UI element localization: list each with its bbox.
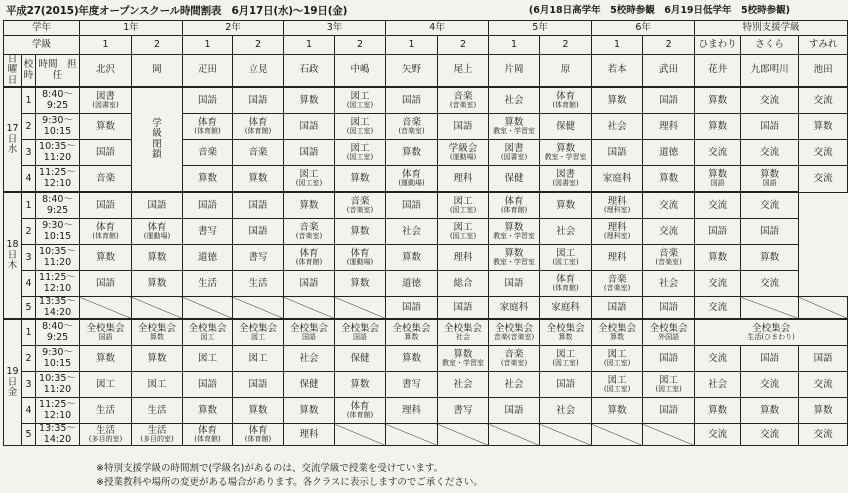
lesson-cell bbox=[741, 297, 799, 320]
lesson-cell: 交流 bbox=[741, 372, 799, 398]
header-grade: 4年 bbox=[386, 21, 489, 36]
lesson-cell bbox=[335, 297, 386, 320]
lesson-cell bbox=[233, 297, 284, 320]
lesson-cell: 理科 bbox=[438, 245, 489, 271]
lesson-cell: 国語 bbox=[233, 372, 284, 398]
lesson-cell: 国語 bbox=[438, 114, 489, 140]
lesson-cell: 算数 教室・学習室 bbox=[540, 140, 592, 166]
lesson-cell: 国語 bbox=[643, 87, 695, 114]
assembly-cell: 全校集会 国語 bbox=[284, 319, 335, 346]
lesson-cell: 国語 bbox=[438, 297, 489, 320]
lesson-cell: 国語 bbox=[643, 346, 695, 372]
header-teacher: 九郎明川 bbox=[741, 55, 799, 88]
timetable-row bbox=[4, 297, 848, 320]
lesson-cell: 図工 (図工室) bbox=[643, 372, 695, 398]
lesson-cell: 国語 bbox=[643, 297, 695, 320]
lesson-cell bbox=[183, 297, 233, 320]
header-time-label: 時間 担任 bbox=[36, 55, 80, 88]
lesson-cell: 国語 bbox=[233, 219, 284, 245]
lesson-cell: 交流 bbox=[695, 346, 741, 372]
header-class-label: 学級 bbox=[4, 36, 80, 55]
lesson-cell: 体育 (体育館) bbox=[233, 424, 284, 446]
lesson-cell: 図工 (図工室) bbox=[438, 219, 489, 245]
lesson-cell: 算数 教室・学習室 bbox=[489, 219, 540, 245]
lesson-cell: 道徳 bbox=[643, 140, 695, 166]
lesson-cell: 体育 (体育館) bbox=[80, 219, 132, 245]
lesson-cell: 国語 bbox=[741, 219, 799, 245]
lesson-cell: 国語 bbox=[183, 87, 233, 114]
timetable-row bbox=[4, 140, 848, 166]
header-teacher: 池田 bbox=[799, 55, 848, 88]
lesson-cell: 国語 bbox=[386, 192, 438, 219]
timetable-row bbox=[4, 114, 848, 140]
header-special-support: 特別支援学級 bbox=[695, 21, 848, 36]
lesson-cell: 体育 (運動場) bbox=[132, 219, 183, 245]
lesson-cell: 国語 bbox=[540, 372, 592, 398]
title-row bbox=[6, 3, 796, 19]
period-number: 2 bbox=[22, 219, 36, 245]
lesson-cell: 国語 bbox=[643, 398, 695, 424]
period-number: 5 bbox=[22, 424, 36, 446]
header-class-number: 1 bbox=[183, 36, 233, 55]
day-label: 18日木 bbox=[4, 192, 22, 319]
lesson-cell: 道徳 bbox=[183, 245, 233, 271]
lesson-cell: 国語 bbox=[183, 192, 233, 219]
lesson-cell: 音楽 bbox=[183, 140, 233, 166]
header-grade: 2年 bbox=[183, 21, 284, 36]
header-grade: 3年 bbox=[284, 21, 386, 36]
period-time: 10:35～ 11:20 bbox=[36, 245, 80, 271]
lesson-cell bbox=[489, 424, 540, 446]
lesson-cell: 交流 bbox=[741, 87, 799, 114]
header-special-class: すみれ bbox=[799, 36, 848, 55]
period-number: 3 bbox=[22, 140, 36, 166]
timetable-row bbox=[4, 166, 848, 193]
header-teacher: 中嶋 bbox=[335, 55, 386, 88]
header-grade: 5年 bbox=[489, 21, 592, 36]
lesson-cell: 国語 bbox=[80, 192, 132, 219]
lesson-cell bbox=[284, 297, 335, 320]
lesson-cell: 家庭科 bbox=[592, 166, 643, 193]
footer-note-2: ※授業教科や場所の変更がある場合があります。各クラスに表示しますのでご承ください。 bbox=[96, 477, 483, 488]
lesson-cell: 算数 bbox=[695, 398, 741, 424]
footer-note-1: ※特別支援学級の時間割で(学級名)があるのは、交流学級で授業を受けています。 bbox=[96, 463, 444, 474]
period-time: 13:35～ 14:20 bbox=[36, 297, 80, 320]
lesson-cell: 図工 bbox=[183, 346, 233, 372]
header-teacher: 石政 bbox=[284, 55, 335, 88]
header-special-class: さくら bbox=[741, 36, 799, 55]
lesson-cell: 体育 (運動場) bbox=[335, 245, 386, 271]
lesson-cell: 生活 (多目的室) bbox=[132, 424, 183, 446]
lesson-cell: 図工 (図工室) bbox=[335, 87, 386, 114]
assembly-cell: 全校集会 算数 bbox=[386, 319, 438, 346]
lesson-cell: 体育 (体育館) bbox=[183, 424, 233, 446]
timetable bbox=[3, 20, 848, 446]
header-class-number: 2 bbox=[540, 36, 592, 55]
period-time: 8:40～ 9:25 bbox=[36, 319, 80, 346]
lesson-cell bbox=[386, 424, 438, 446]
period-time: 9:30～ 10:15 bbox=[36, 114, 80, 140]
header-teacher: 北沢 bbox=[80, 55, 132, 88]
lesson-cell: 生活 bbox=[80, 398, 132, 424]
lesson-cell: 保健 bbox=[489, 166, 540, 193]
header-teacher: 片岡 bbox=[489, 55, 540, 88]
lesson-cell: 算数 bbox=[284, 398, 335, 424]
lesson-cell bbox=[438, 424, 489, 446]
header-class-number: 1 bbox=[592, 36, 643, 55]
assembly-cell: 全校集会 算数 bbox=[132, 319, 183, 346]
header-class-number: 2 bbox=[335, 36, 386, 55]
lesson-cell: 社会 bbox=[540, 398, 592, 424]
period-time: 11:25～ 12:10 bbox=[36, 398, 80, 424]
timetable-row bbox=[4, 346, 848, 372]
lesson-cell: 社会 bbox=[695, 372, 741, 398]
lesson-cell: 算数 bbox=[335, 219, 386, 245]
period-number: 5 bbox=[22, 297, 36, 320]
lesson-cell: 国語 bbox=[80, 140, 132, 166]
lesson-cell: 国語 bbox=[489, 271, 540, 297]
lesson-cell: 図工 bbox=[233, 346, 284, 372]
lesson-cell: 図工 bbox=[132, 372, 183, 398]
lesson-cell: 算数 国語 bbox=[741, 166, 799, 193]
header-class-number: 1 bbox=[386, 36, 438, 55]
period-number: 4 bbox=[22, 271, 36, 297]
timetable-row bbox=[4, 87, 848, 114]
lesson-cell: 体育 (体育館) bbox=[335, 398, 386, 424]
lesson-cell: 図工 (図工室) bbox=[284, 166, 335, 193]
lesson-cell: 音楽 bbox=[233, 140, 284, 166]
header-class-number: 1 bbox=[284, 36, 335, 55]
lesson-cell: 国語 bbox=[233, 87, 284, 114]
observation-notice: (6月18日高学年 5校時参観 6月19日低学年 5校時参観) bbox=[528, 5, 790, 16]
lesson-cell: 算数 bbox=[592, 87, 643, 114]
lesson-cell: 生活 bbox=[132, 398, 183, 424]
lesson-cell: 算数 bbox=[132, 271, 183, 297]
lesson-cell: 算数 bbox=[741, 398, 799, 424]
lesson-cell: 図書 (図書室) bbox=[80, 87, 132, 114]
lesson-cell bbox=[335, 424, 386, 446]
lesson-cell: 図工 (図工室) bbox=[592, 372, 643, 398]
lesson-cell: 算数 bbox=[540, 192, 592, 219]
lesson-cell: 理科 bbox=[592, 245, 643, 271]
period-time: 11:25～ 12:10 bbox=[36, 271, 80, 297]
lesson-cell: 音楽 (音楽室) bbox=[335, 192, 386, 219]
lesson-cell: 学級会 (運動場) bbox=[438, 140, 489, 166]
header-class-number: 2 bbox=[233, 36, 284, 55]
lesson-cell: 生活 bbox=[233, 271, 284, 297]
lesson-cell: 理科 bbox=[284, 424, 335, 446]
timetable-row bbox=[4, 245, 848, 271]
period-time: 13:35～ 14:20 bbox=[36, 424, 80, 446]
lesson-cell: 体育 (運動場) bbox=[386, 166, 438, 193]
period-time: 9:30～ 10:15 bbox=[36, 346, 80, 372]
lesson-cell: 図工 (図工室) bbox=[438, 192, 489, 219]
lesson-cell: 国語 bbox=[80, 271, 132, 297]
class-closed-notice: 学 級 閉 鎖 bbox=[132, 87, 183, 192]
header-period-label: 校時 bbox=[22, 55, 36, 88]
assembly-cell: 全校集会 外国語 bbox=[643, 319, 695, 346]
lesson-cell bbox=[540, 424, 592, 446]
timetable-row bbox=[4, 398, 848, 424]
lesson-cell: 社会 bbox=[438, 372, 489, 398]
assembly-cell: 全校集会 算数 bbox=[592, 319, 643, 346]
lesson-cell: 算数 bbox=[80, 245, 132, 271]
assembly-cell: 全校集会 図工 bbox=[183, 319, 233, 346]
timetable-row bbox=[4, 424, 848, 446]
header-class-number: 2 bbox=[643, 36, 695, 55]
lesson-cell: 算数 教室・学習室 bbox=[489, 245, 540, 271]
header-teacher: 尾上 bbox=[438, 55, 489, 88]
assembly-cell: 全校集会 図工 bbox=[233, 319, 284, 346]
assembly-cell: 全校集会 国語 bbox=[80, 319, 132, 346]
period-time: 9:30～ 10:15 bbox=[36, 219, 80, 245]
lesson-cell: 国語 bbox=[741, 114, 799, 140]
assembly-special-cell: 全校集会 生活(ひまわり) bbox=[695, 319, 848, 346]
lesson-cell: 体育 (体育館) bbox=[284, 245, 335, 271]
lesson-cell: 国語 bbox=[233, 192, 284, 219]
lesson-cell: 算数 bbox=[284, 192, 335, 219]
header-class-number: 2 bbox=[438, 36, 489, 55]
lesson-cell: 国語 bbox=[489, 398, 540, 424]
lesson-cell: 書写 bbox=[183, 219, 233, 245]
lesson-cell: 算数 bbox=[183, 166, 233, 193]
header-teacher: 疋田 bbox=[183, 55, 233, 88]
assembly-cell: 全校集会 国語 bbox=[335, 319, 386, 346]
lesson-cell: 書写 bbox=[438, 398, 489, 424]
assembly-cell: 全校集会 算数 bbox=[540, 319, 592, 346]
timetable-row bbox=[4, 319, 848, 346]
lesson-cell: 交流 bbox=[741, 424, 799, 446]
lesson-cell: 算数 教室・学習室 bbox=[489, 114, 540, 140]
header-grade-row bbox=[4, 21, 848, 36]
timetable-row bbox=[4, 271, 848, 297]
header-class-number: 2 bbox=[132, 36, 183, 55]
lesson-cell: 算数 bbox=[695, 114, 741, 140]
lesson-cell: 算数 bbox=[741, 245, 799, 271]
lesson-cell: 算数 bbox=[80, 114, 132, 140]
day-label: 17日水 bbox=[4, 87, 22, 192]
lesson-cell: 体育 (体育館) bbox=[540, 87, 592, 114]
lesson-cell: 算数 bbox=[386, 140, 438, 166]
lesson-cell bbox=[592, 424, 643, 446]
lesson-cell: 交流 bbox=[741, 140, 799, 166]
lesson-cell: 交流 bbox=[741, 271, 799, 297]
header-grade: 6年 bbox=[592, 21, 695, 36]
period-time: 10:35～ 11:20 bbox=[36, 372, 80, 398]
lesson-cell: 理科 bbox=[438, 166, 489, 193]
lesson-cell: 体育 (体育館) bbox=[489, 192, 540, 219]
header-teacher: 原 bbox=[540, 55, 592, 88]
lesson-cell: 理科 (理科室) bbox=[592, 219, 643, 245]
period-time: 8:40～ 9:25 bbox=[36, 192, 80, 219]
lesson-cell: 算数 教室・学習室 bbox=[438, 346, 489, 372]
lesson-cell bbox=[132, 297, 183, 320]
period-number: 1 bbox=[22, 319, 36, 346]
lesson-cell bbox=[799, 297, 848, 320]
lesson-cell: 社会 bbox=[592, 114, 643, 140]
header-class-number: 1 bbox=[80, 36, 132, 55]
lesson-cell: 国語 bbox=[592, 140, 643, 166]
lesson-cell: 国語 bbox=[132, 192, 183, 219]
lesson-cell: 交流 bbox=[799, 140, 848, 166]
lesson-cell: 音楽 (音楽室) bbox=[489, 346, 540, 372]
page-title: 平成27(2015)年度オープンスクール時間割表 6月17日(水)～19日(金) bbox=[6, 5, 348, 17]
period-number: 1 bbox=[22, 192, 36, 219]
lesson-cell: 家庭科 bbox=[540, 297, 592, 320]
lesson-cell: 国語 bbox=[741, 346, 799, 372]
lesson-cell: 図工 (図工室) bbox=[540, 346, 592, 372]
header-day-label: 日曜日 bbox=[4, 55, 22, 88]
lesson-cell: 図工 (図工室) bbox=[592, 346, 643, 372]
header-teacher: 立見 bbox=[233, 55, 284, 88]
lesson-cell: 国語 bbox=[284, 114, 335, 140]
header-grade-label: 学年 bbox=[4, 21, 80, 36]
lesson-cell: 国語 bbox=[695, 219, 741, 245]
lesson-cell: 算数 bbox=[132, 346, 183, 372]
lesson-cell: 社会 bbox=[489, 372, 540, 398]
lesson-cell: 交流 bbox=[695, 424, 741, 446]
lesson-cell: 国語 bbox=[284, 140, 335, 166]
lesson-cell: 国語 bbox=[386, 87, 438, 114]
lesson-cell: 国語 bbox=[592, 297, 643, 320]
lesson-cell: 体育 (体育館) bbox=[183, 114, 233, 140]
header-teacher: 若本 bbox=[592, 55, 643, 88]
lesson-cell: 交流 bbox=[799, 87, 848, 114]
lesson-cell: 音楽 (音楽室) bbox=[643, 245, 695, 271]
period-time: 11:25～ 12:10 bbox=[36, 166, 80, 193]
lesson-cell: 図工 (図工室) bbox=[335, 114, 386, 140]
lesson-cell: 算数 bbox=[132, 245, 183, 271]
lesson-cell: 国語 bbox=[284, 271, 335, 297]
header-teacher: 花井 bbox=[695, 55, 741, 88]
lesson-cell: 交流 bbox=[799, 166, 848, 193]
header-grade: 1年 bbox=[80, 21, 183, 36]
lesson-cell: 算数 bbox=[335, 372, 386, 398]
lesson-cell: 図工 (図工室) bbox=[540, 245, 592, 271]
lesson-cell: 算数 国語 bbox=[695, 166, 741, 193]
lesson-cell: 図書 (図書室) bbox=[540, 166, 592, 193]
lesson-cell: 国語 bbox=[799, 346, 848, 372]
lesson-cell: 道徳 bbox=[386, 271, 438, 297]
lesson-cell: 総合 bbox=[438, 271, 489, 297]
lesson-cell: 交流 bbox=[695, 140, 741, 166]
lesson-cell: 理科 bbox=[386, 398, 438, 424]
lesson-cell: 交流 bbox=[799, 372, 848, 398]
lesson-cell bbox=[643, 424, 695, 446]
lesson-cell: 算数 bbox=[335, 271, 386, 297]
lesson-cell: 理科 (理科室) bbox=[592, 192, 643, 219]
assembly-cell: 全校集会 社会 bbox=[438, 319, 489, 346]
header-special-class: ひまわり bbox=[695, 36, 741, 55]
lesson-cell: 算数 bbox=[799, 398, 848, 424]
header-teacher: 矢野 bbox=[386, 55, 438, 88]
lesson-cell: 音楽 (音楽室) bbox=[386, 114, 438, 140]
lesson-cell: 算数 bbox=[80, 346, 132, 372]
timetable-row bbox=[4, 219, 848, 245]
lesson-cell: 算数 bbox=[233, 398, 284, 424]
lesson-cell: 交流 bbox=[695, 297, 741, 320]
header-class-number: 1 bbox=[489, 36, 540, 55]
period-number: 4 bbox=[22, 166, 36, 193]
lesson-cell: 音楽 (音楽室) bbox=[592, 271, 643, 297]
lesson-cell: 算数 bbox=[643, 166, 695, 193]
lesson-cell: 図書 (図書室) bbox=[489, 140, 540, 166]
lesson-cell: 保健 bbox=[540, 114, 592, 140]
lesson-cell: 社会 bbox=[489, 87, 540, 114]
period-number: 4 bbox=[22, 398, 36, 424]
lesson-cell: 算数 bbox=[592, 398, 643, 424]
header-class-row bbox=[4, 36, 848, 55]
lesson-cell: 体育 (体育館) bbox=[233, 114, 284, 140]
lesson-cell: 家庭科 bbox=[489, 297, 540, 320]
lesson-cell bbox=[80, 297, 132, 320]
lesson-cell: 算数 bbox=[284, 87, 335, 114]
lesson-cell: 算数 bbox=[799, 114, 848, 140]
lesson-cell: 社会 bbox=[540, 219, 592, 245]
period-number: 2 bbox=[22, 114, 36, 140]
lesson-cell: 社会 bbox=[386, 219, 438, 245]
lesson-cell: 交流 bbox=[695, 271, 741, 297]
period-time: 8:40～ 9:25 bbox=[36, 87, 80, 114]
lesson-cell: 社会 bbox=[643, 271, 695, 297]
lesson-cell: 算数 bbox=[183, 398, 233, 424]
lesson-cell: 生活 (多目的室) bbox=[80, 424, 132, 446]
period-number: 1 bbox=[22, 87, 36, 114]
period-number: 3 bbox=[22, 372, 36, 398]
lesson-cell: 書写 bbox=[386, 372, 438, 398]
lesson-cell: 交流 bbox=[799, 424, 848, 446]
lesson-cell: 社会 bbox=[284, 346, 335, 372]
period-number: 3 bbox=[22, 245, 36, 271]
header-teacher-row bbox=[4, 55, 848, 88]
lesson-cell: 音楽 bbox=[80, 166, 132, 193]
lesson-cell: 算数 bbox=[386, 245, 438, 271]
lesson-cell: 図工 (図工室) bbox=[335, 140, 386, 166]
lesson-cell: 理科 bbox=[643, 114, 695, 140]
lesson-cell: 交流 bbox=[695, 192, 741, 219]
lesson-cell: 書写 bbox=[233, 245, 284, 271]
lesson-cell: 国語 bbox=[386, 297, 438, 320]
lesson-cell: 保健 bbox=[284, 372, 335, 398]
lesson-cell: 音楽 (音楽室) bbox=[284, 219, 335, 245]
day-label: 19日金 bbox=[4, 319, 22, 446]
period-time: 10:35～ 11:20 bbox=[36, 140, 80, 166]
lesson-cell: 体育 (体育館) bbox=[540, 271, 592, 297]
header-teacher: 武田 bbox=[643, 55, 695, 88]
lesson-cell: 交流 bbox=[643, 219, 695, 245]
lesson-cell: 算数 bbox=[386, 346, 438, 372]
lesson-cell: 生活 bbox=[183, 271, 233, 297]
timetable-row bbox=[4, 192, 848, 219]
timetable-row bbox=[4, 372, 848, 398]
lesson-cell: 音楽 (音楽室) bbox=[438, 87, 489, 114]
lesson-cell: 算数 bbox=[233, 166, 284, 193]
lesson-cell: 保健 bbox=[335, 346, 386, 372]
lesson-cell: 算数 bbox=[695, 245, 741, 271]
lesson-cell: 算数 bbox=[335, 166, 386, 193]
header-teacher: 岡 bbox=[132, 55, 183, 88]
lesson-cell: 国語 bbox=[183, 372, 233, 398]
lesson-cell: 交流 bbox=[643, 192, 695, 219]
assembly-cell: 全校集会 音楽(音楽室) bbox=[489, 319, 540, 346]
footer-notes bbox=[96, 462, 796, 490]
period-number: 2 bbox=[22, 346, 36, 372]
lesson-cell: 算数 bbox=[695, 87, 741, 114]
lesson-cell: 図工 bbox=[80, 372, 132, 398]
lesson-cell: 交流 bbox=[741, 192, 799, 219]
